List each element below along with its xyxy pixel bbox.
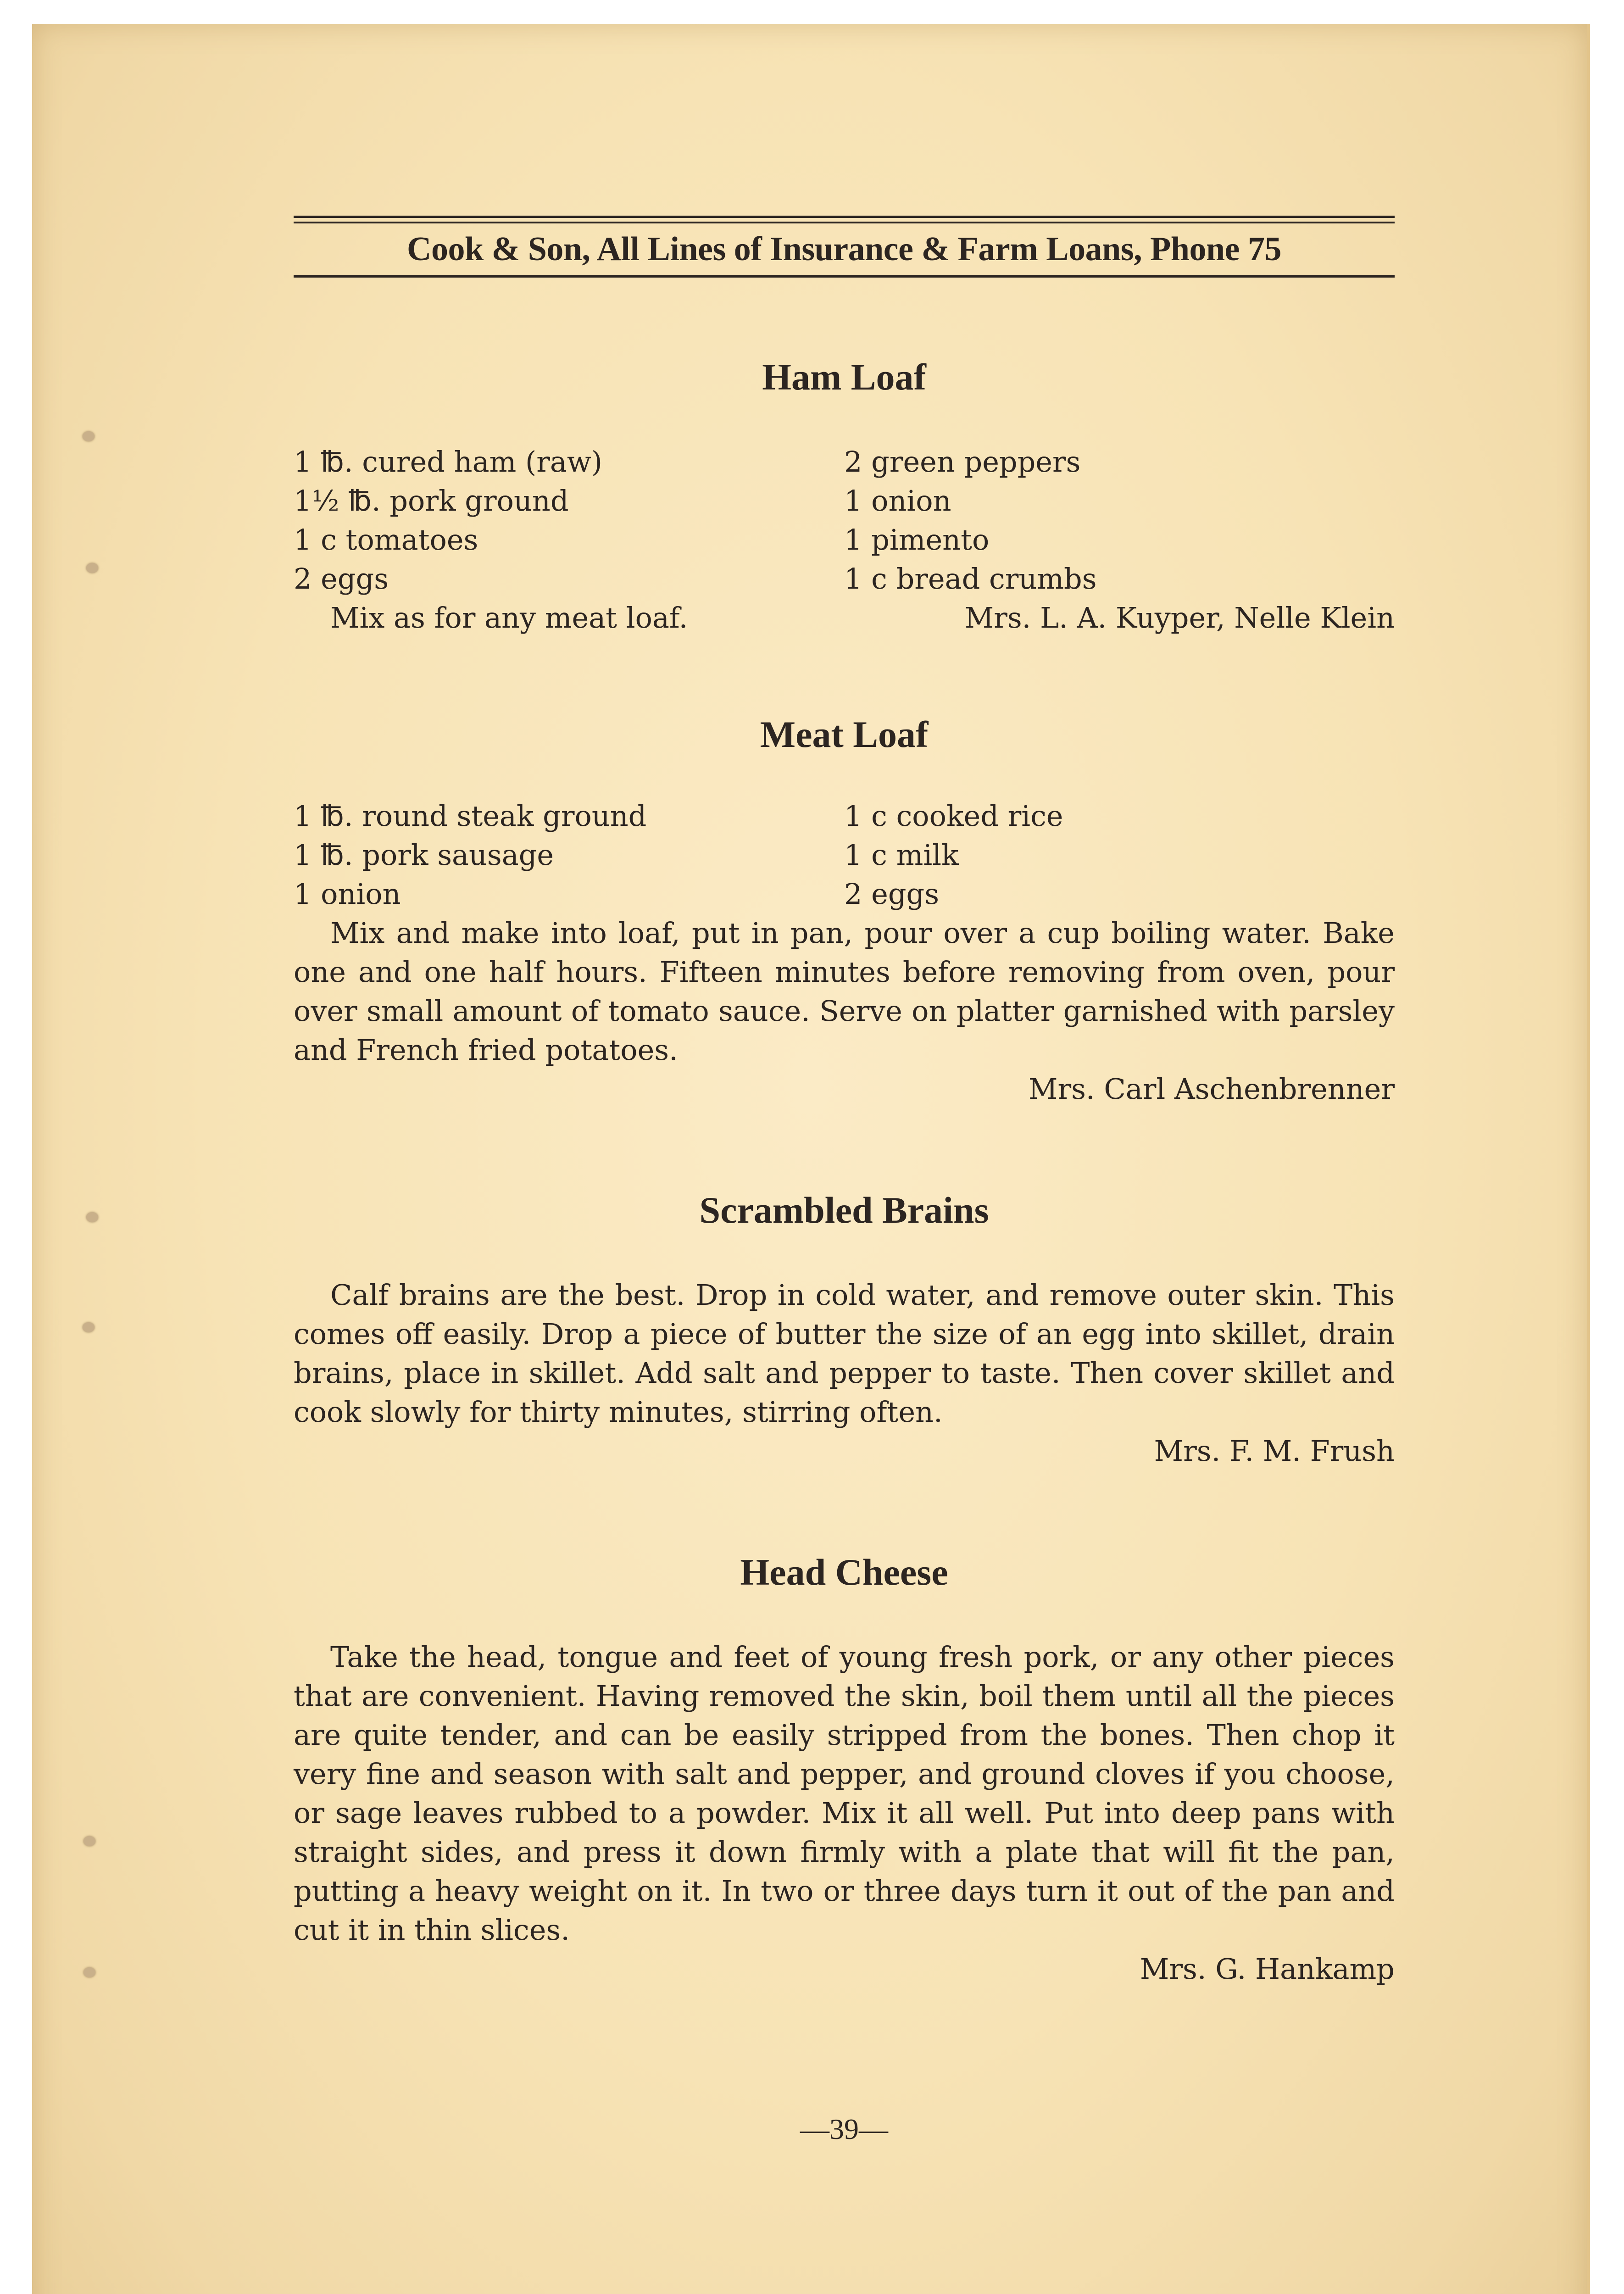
header-double-rule [294, 216, 1395, 223]
binding-hole [83, 1836, 95, 1846]
instruction-row [294, 598, 1395, 637]
ingredient-column-left [294, 796, 844, 913]
binding-hole [86, 563, 98, 573]
ingredient: 2 green peppers [844, 445, 1081, 479]
ingredients [294, 442, 1395, 598]
ingredient: 1 ℔. cured ham (raw) [294, 445, 603, 479]
recipe-credit: Mrs. F. M. Frush [1154, 1434, 1395, 1468]
recipe-title-meat-loaf: Meat Loaf [760, 713, 929, 755]
ingredient: 1 c tomatoes [294, 523, 478, 557]
ingredient: 2 eggs [294, 562, 389, 596]
binding-hole [83, 1322, 95, 1332]
ingredient: 1 onion [294, 877, 401, 911]
recipe-credit: Mrs. G. Hankamp [1140, 1952, 1395, 1986]
ingredient: 1 c cooked rice [844, 799, 1063, 833]
binding-hole [83, 1967, 95, 1977]
recipe-instruction: Take the head, tongue and feet of young fresh pork, or any other pieces that are convenient. Having removed the skin, boil them until all the pieces are quite tender, and can be easily stripped from the bones. Then chop it very fine and season with salt and pepper, and ground cloves if you choose, or sage leaves rubbed to a powder. Mix it all well. Put into deep pans with straight sides, and press it down firmly with a plate that will fit the pan, putting a heavy weight on it. In two or three days turn it out of the pan and cut it in thin slices. [294, 1640, 1395, 1947]
recipe-credit: Mrs. L. A. Kuyper, Nelle Klein [964, 601, 1395, 635]
recipe-instruction: Mix as for any meat loaf. [330, 601, 688, 635]
ingredient: 1 pimento [844, 523, 990, 557]
ingredients [294, 796, 1395, 913]
ingredient: 1 ℔. round steak ground [294, 799, 647, 833]
ingredient: 1 c milk [844, 838, 959, 872]
recipe-credit: Mrs. Carl Aschenbrenner [1028, 1072, 1395, 1106]
recipe-title-head-cheese: Head Cheese [740, 1551, 948, 1593]
ingredient: 1 c bread crumbs [844, 562, 1097, 596]
recipe-instruction: Calf brains are the best. Drop in cold water, and remove outer skin. This comes off easily. Drop a piece of butter the size of an egg into skillet, drain brains, place in skillet. Add salt and pepper to taste. Then cover skillet and cook slowly for thirty minutes, stirring often. [294, 1278, 1395, 1429]
recipe-ham-loaf [294, 442, 1395, 637]
recipe-instruction: Mix and make into loaf, put in pan, pour over a cup boiling water. Bake one and one half hours. Fifteen minutes before removing from oven, pour over small amount of tomato sauce. Serve on platter garnished with parsley and French fried potatoes. [294, 916, 1395, 1067]
page-number: —39— [800, 2113, 888, 2145]
ingredient: 1 onion [844, 484, 951, 518]
binding-hole [83, 431, 95, 441]
recipe-head-cheese [294, 1637, 1395, 1988]
ingredient: 1½ ℔. pork ground [294, 484, 569, 518]
recipe-meat-loaf [294, 796, 1395, 1108]
header-rule [294, 275, 1395, 278]
ingredient-column-left [294, 442, 844, 598]
ingredient: 1 ℔. pork sausage [294, 838, 554, 872]
ingredient-column-right [844, 796, 1395, 913]
ingredient: 2 eggs [844, 877, 940, 911]
recipe-title-ham-loaf: Ham Loaf [762, 356, 926, 398]
page-content [294, 216, 1395, 2146]
page-header: Cook & Son, All Lines of Insurance & Farm Loans, Phone 75 [407, 230, 1281, 268]
recipe-scrambled-brains [294, 1275, 1395, 1470]
recipe-title-scrambled-brains: Scrambled Brains [699, 1189, 989, 1231]
binding-hole [86, 1212, 98, 1222]
ingredient-column-right [844, 442, 1395, 598]
